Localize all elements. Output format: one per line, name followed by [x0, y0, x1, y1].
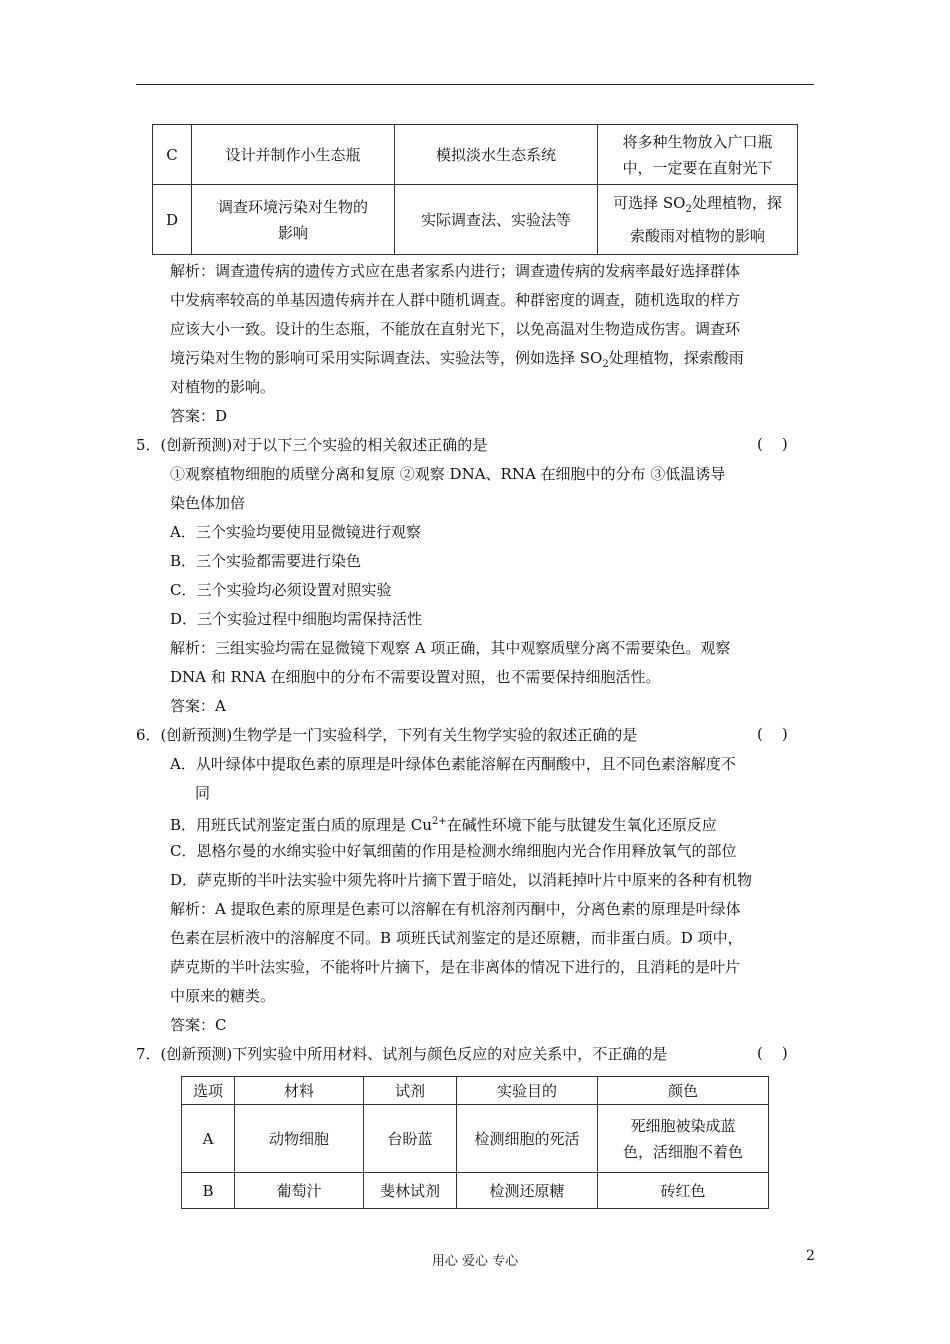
- header-cell: 实验目的: [457, 1077, 598, 1105]
- question-stem: 6．(创新预测)生物学是一门实验科学，下列有关生物学实验的叙述正确的是: [136, 726, 638, 744]
- text: 在碱性环境下能与肽键发生氧化还原反应: [446, 816, 717, 834]
- goal-cell: 检测细胞的死活: [457, 1105, 598, 1173]
- analysis-line: DNA 和 RNA 在细胞中的分布不需要设置对照，也不需要保持细胞活性。: [170, 668, 661, 686]
- header-cell: 材料: [235, 1077, 364, 1105]
- header-cell: 选项: [182, 1077, 235, 1105]
- option-a-cont: 同: [195, 784, 211, 802]
- answer: 答案：D: [170, 407, 228, 425]
- reagent-table: [181, 1076, 769, 1209]
- text: 境污染对生物的影响可采用实际调查法、实验法等，例如选择 SO: [170, 349, 603, 367]
- goal-cell: 检测还原糖: [457, 1173, 598, 1209]
- option-cell: D: [153, 185, 192, 255]
- answer-blank: ( ): [757, 725, 788, 743]
- answer: 答案：A: [170, 697, 226, 715]
- text: B．用班氏试剂鉴定蛋白质的原理是 Cu: [170, 816, 432, 834]
- note-text: 处理植物，探: [691, 194, 782, 212]
- reagent-cell: 斐林试剂: [364, 1173, 457, 1209]
- method-line: 影响: [277, 223, 308, 242]
- question-stem: 5．(创新预测)对于以下三个实验的相关叙述正确的是: [136, 436, 488, 454]
- page-footer: 用心 爱心 专心: [431, 1254, 519, 1269]
- note-text: 可选择 SO: [613, 194, 686, 212]
- superscript: 2+: [431, 816, 447, 827]
- option-cell: C: [153, 125, 192, 185]
- analysis-line: [170, 348, 744, 375]
- analysis-line: 解析：A 提取色素的原理是色素可以溶解在有机溶剂丙酮中，分离色素的原理是叶绿体: [170, 900, 741, 918]
- analysis-line: 色素在层析液中的溶解度不同。B 项班氏试剂鉴定的是还原糖，而非蛋白质。D 项中，: [170, 929, 743, 947]
- note-line: 将多种生物放入广口瓶: [622, 132, 773, 151]
- method-cell: [192, 185, 395, 255]
- table-row: [182, 1173, 769, 1209]
- color-cell: [598, 1105, 769, 1173]
- question-items: ①观察植物细胞的质壁分离和复原 ②观察 DNA、RNA 在细胞中的分布 ③低温诱导: [170, 465, 726, 483]
- color-line: 色，活细胞不着色: [622, 1142, 743, 1161]
- analysis-line: 中发病率较高的单基因遗传病并在人群中随机调查。种群密度的调查，随机选取的样方: [170, 291, 741, 309]
- option-d: D．三个实验过程中细胞均需保持活性: [170, 610, 423, 628]
- method-line: 调查环境污染对生物的: [217, 197, 368, 216]
- note-line: 中，一定要在直射光下: [622, 158, 773, 177]
- color-cell: 砖红色: [598, 1173, 769, 1209]
- header-cell: 颜色: [598, 1077, 769, 1105]
- purpose-cell: 模拟淡水生态系统: [395, 125, 598, 185]
- reagent-cell: 台盼蓝: [364, 1105, 457, 1173]
- analysis-line: 中原来的糖类。: [170, 987, 276, 1005]
- option-cell: B: [182, 1173, 235, 1209]
- table-row: [182, 1105, 769, 1173]
- analysis-line: 应该大小一致。设计的生态瓶，不能放在直射光下，以免高温对生物造成伤害。调查环: [170, 320, 741, 338]
- method-cell: 设计并制作小生态瓶: [192, 125, 395, 185]
- note-cell: [598, 185, 798, 255]
- option-c: C．恩格尔曼的水绵实验中好氧细菌的作用是检测水绵细胞内光合作用释放氧气的部位: [170, 842, 737, 860]
- option-b: [170, 812, 717, 835]
- option-b: B．三个实验都需要进行染色: [170, 552, 362, 570]
- option-c: C．三个实验均必须设置对照实验: [170, 581, 392, 599]
- option-a: A．从叶绿体中提取色素的原理是叶绿体色素能溶解在丙酮酸中，且不同色素溶解度不: [170, 755, 736, 773]
- subscript: 2: [685, 204, 692, 215]
- table-header-row: [182, 1077, 769, 1105]
- note-line: 索酸雨对植物的影响: [629, 227, 765, 245]
- answer: 答案：C: [170, 1016, 227, 1034]
- material-cell: 动物细胞: [235, 1105, 364, 1173]
- page-number: 2: [806, 1248, 815, 1264]
- option-a: A．三个实验均要使用显微镜进行观察: [170, 523, 421, 541]
- header-rule: [136, 84, 814, 85]
- analysis-line: 萨克斯的半叶法实验，不能将叶片摘下，是在非离体的情况下进行的，且消耗的是叶片: [170, 958, 741, 976]
- material-cell: 葡萄汁: [235, 1173, 364, 1209]
- question-stem: 7．(创新预测)下列实验中所用材料、试剂与颜色反应的对应关系中，不正确的是: [136, 1045, 668, 1063]
- note-cell: [598, 125, 798, 185]
- note-line: [604, 190, 791, 223]
- experiment-table-continued: [152, 124, 798, 255]
- analysis-line: 解析：调查遗传病的遗传方式应在患者家系内进行；调查遗传病的发病率最好选择群体: [170, 262, 741, 280]
- analysis-line: 解析：三组实验均需在显微镜下观察 A 项正确，其中观察质壁分离不需要染色。观察: [170, 639, 731, 657]
- answer-blank: ( ): [757, 1044, 788, 1062]
- option-cell: A: [182, 1105, 235, 1173]
- color-line: 死细胞被染成蓝: [630, 1116, 736, 1135]
- question-items: 染色体加倍: [170, 494, 246, 512]
- option-d: D．萨克斯的半叶法实验中须先将叶片摘下置于暗处，以消耗掉叶片中原来的各种有机物: [170, 871, 753, 889]
- header-cell: 试剂: [364, 1077, 457, 1105]
- subscript: 2: [602, 359, 609, 370]
- purpose-cell: 实际调查法、实验法等: [395, 185, 598, 255]
- text: 处理植物，探索酸雨: [608, 349, 744, 367]
- table-row: [153, 185, 798, 255]
- analysis-line: 对植物的影响。: [170, 378, 276, 396]
- answer-blank: ( ): [757, 435, 788, 453]
- table-row: [153, 125, 798, 185]
